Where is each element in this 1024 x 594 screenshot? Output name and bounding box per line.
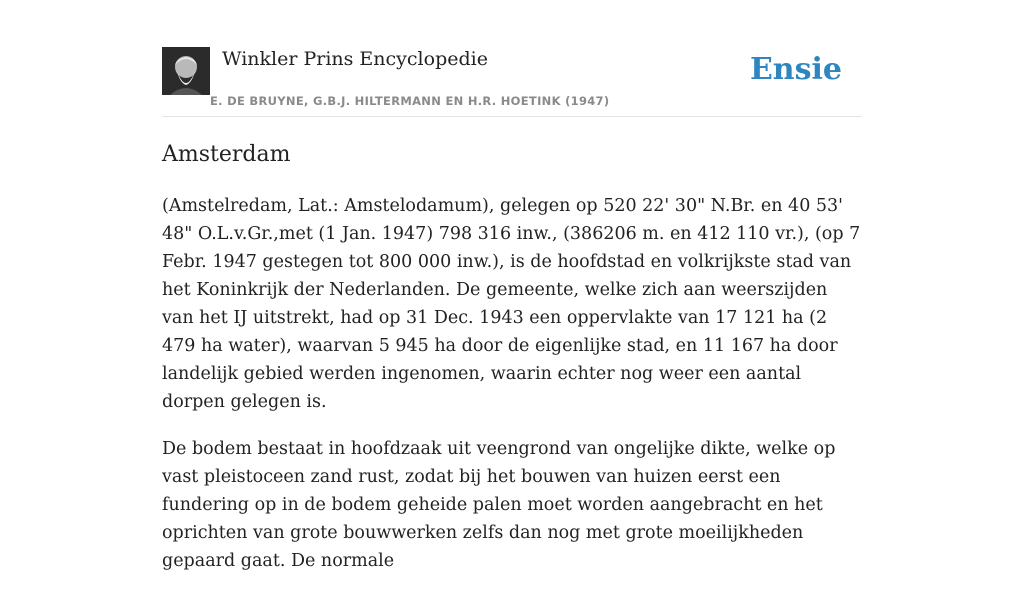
source-title[interactable]: Winkler Prins Encyclopedie — [222, 48, 488, 70]
article-title: Amsterdam — [162, 142, 291, 167]
article-body — [162, 192, 862, 594]
source-header — [162, 46, 862, 117]
author-avatar[interactable] — [162, 47, 210, 95]
ensie-logo[interactable]: Ensie — [749, 52, 842, 87]
article-paragraph: (Amstelredam, Lat.: Amstelodamum), gelegen op 520 22' 30" N.Br. en 40 53' 48" O.L.v.Gr.,met (1 Jan. 1947) 798 316 inw., (386206 m. en 412 110 vr.), (op 7 Febr. 1947 gestegen tot 800 000 inw.), is de hoofdstad en volkrijkste stad van het Koninkrijk der Nederlanden. De gemeente, welke zich aan weerszijden van het IJ uitstrekt, had op 31 Dec. 1943 een oppervlakte van 17 121 ha (2 479 ha water), waarvan 5 945 ha door de eigenlijke stad, en 11 167 ha door landelijk gebied werden ingenomen, waarin echter nog weer een aantal dorpen gelegen is. — [162, 196, 861, 412]
source-authors: E. DE BRUYNE, G.B.J. HILTERMANN EN H.R. HOETINK (1947) — [210, 94, 610, 108]
author-portrait-icon — [162, 47, 210, 95]
article-paragraph: De bodem bestaat in hoofdzaak uit veengrond van ongelijke dikte, welke op vast pleistoceen zand rust, zodat bij het bouwen van huizen eerst een fundering op in de bodem geheide palen moet worden aangebracht en het oprichten van grote bouwwerken zelfs dan nog met grote moeilijkheden gepaard gaat. De normale — [162, 439, 836, 571]
